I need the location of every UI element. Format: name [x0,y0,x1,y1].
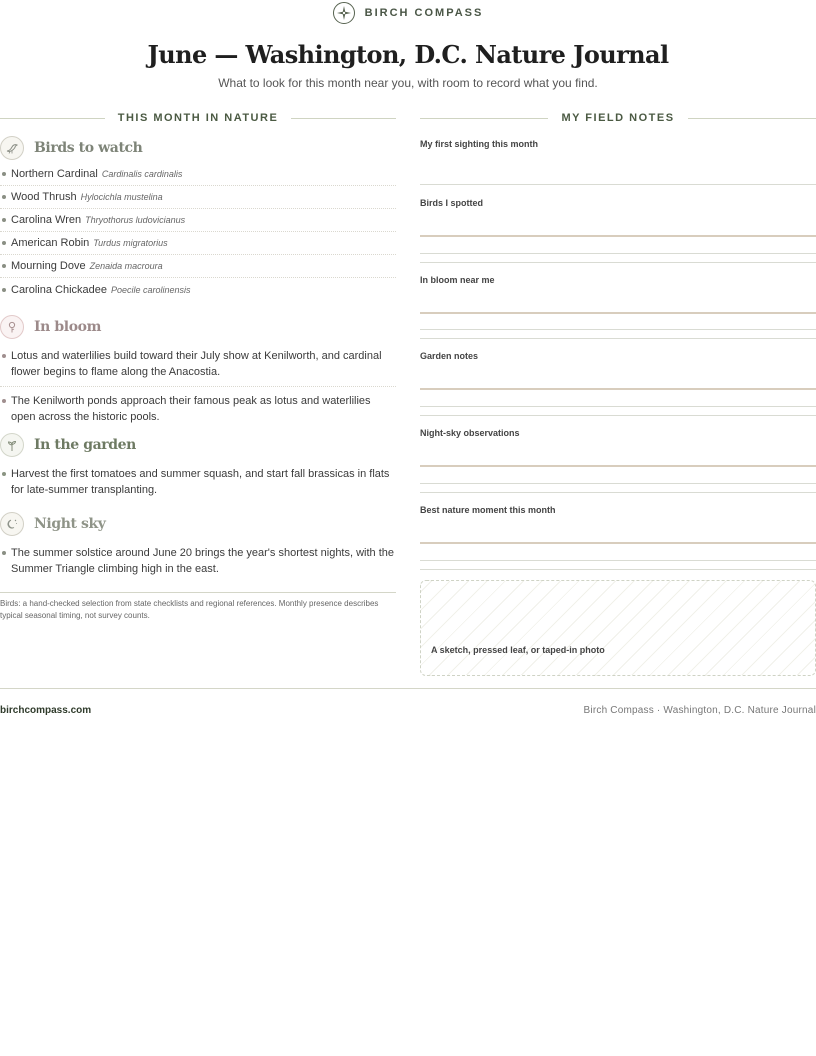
field-label: Birds I spotted [420,198,484,208]
section-title-night-sky: Night sky [34,516,106,532]
write-line [420,253,816,254]
list-item [0,466,396,498]
list-item [0,163,396,186]
right-column-heading-label: MY FIELD NOTES [561,112,675,124]
bullet [2,288,6,292]
photo-caption: A sketch, pressed leaf, or taped-in photo [431,645,605,655]
field-birds-spotted[interactable] [420,198,816,264]
field-night-sky[interactable] [420,428,816,494]
footer-divider [0,688,816,689]
bird-common-name: Carolina Wren [11,214,82,226]
write-line [420,542,816,544]
write-line [420,329,816,330]
section-header [0,512,396,536]
bird-common-name: Mourning Dove [11,260,86,272]
section-header [0,433,396,457]
section-bloom [0,315,396,425]
field-label: My first sighting this month [420,139,538,149]
bullet [2,172,6,176]
bird-common-name: Northern Cardinal [11,168,98,180]
bullet [2,195,6,199]
bird-latin-name: Zenaida macroura [89,261,163,271]
field-label: Best nature moment this month [420,505,556,515]
divider [420,118,548,119]
write-line [420,312,816,314]
section-header [0,315,396,339]
write-line [420,184,816,185]
page-title: June — Washington, D.C. Nature Journal [147,40,669,69]
footer-site-link[interactable]: birchcompass.com [0,705,92,716]
bird-latin-name: Thryothorus ludovicianus [85,215,186,225]
bird-common-name: Carolina Chickadee [11,283,107,296]
section-title-birds: Birds to watch [34,140,143,156]
bird-latin-name: Turdus migratorius [93,238,168,248]
divider [688,118,816,119]
bloom-note: Lotus and waterlilies build toward their July show at Kenilworth, and cardinal flower begins to flame along the Anacostia. [11,350,382,378]
divider [0,118,105,119]
section-header [0,136,396,160]
footer-credit: Birch Compass · Washington, D.C. Nature Journal [583,705,816,716]
moon-stars-icon [0,512,24,536]
garden-note: Harvest the first tomatoes and summer squash, and start fall brassicas in flats for late-summer transplanting. [11,468,390,496]
bird-latin-name: Poecile carolinensis [111,284,191,295]
list-item [0,209,396,232]
footnote: Birds: a hand-checked selection from state checklists and regional references. Monthly presence describes typical seasonal timing, not survey counts. [0,592,396,622]
bullet [2,472,6,476]
write-line [420,262,816,263]
bloom-note: The Kenilworth ponds approach their famous peak as lotus and waterlilies open across the historic pools. [11,395,371,423]
write-line [420,560,816,561]
list-item [0,186,396,209]
sprout-icon [0,433,24,457]
bird-list [0,163,396,301]
right-column-heading [420,111,816,125]
field-label: Garden notes [420,351,479,361]
write-line [420,235,816,237]
bullet [2,399,6,403]
list-item [0,393,396,425]
flower-icon [0,315,24,339]
section-birds [0,136,396,301]
page-subtitle: What to look for this month near you, with room to record what you find. [218,76,598,90]
field-in-bloom[interactable] [420,275,816,341]
bird-common-name: Wood Thrush [11,191,77,203]
section-garden [0,433,396,498]
field-label: Night-sky observations [420,428,520,438]
brand-name: BIRCH COMPASS [364,7,484,19]
left-column-heading-label: THIS MONTH IN NATURE [117,112,279,124]
compass-icon [333,2,355,24]
bird-latin-name: Hylocichla mustelina [80,192,163,202]
bullet [2,241,6,245]
bird-common-name: American Robin [11,237,90,249]
write-line [420,465,816,467]
brand-header [0,2,816,24]
section-title-garden: In the garden [34,437,136,453]
write-line [420,338,816,339]
field-label: In bloom near me [420,275,495,285]
list-item [0,278,396,301]
left-column-heading [0,111,396,125]
field-garden-notes[interactable] [420,351,816,417]
list-item [0,255,396,278]
list-item [0,545,396,577]
bullet [2,218,6,222]
write-line [420,415,816,416]
field-first-sighting[interactable] [420,139,816,185]
bird-latin-name: Cardinalis cardinalis [101,169,183,179]
bullet [2,551,6,555]
write-line [420,406,816,407]
write-line [420,492,816,493]
bullet [2,264,6,268]
list-item [0,348,396,387]
write-line [420,483,816,484]
write-line [420,569,816,570]
divider [291,118,396,119]
section-night-sky [0,512,396,577]
field-best-moment[interactable] [420,505,816,571]
write-line [420,388,816,390]
list-item [0,232,396,255]
photo-placeholder[interactable] [420,580,816,676]
night-sky-note: The summer solstice around June 20 brings the year's shortest nights, with the Summer Triangle climbing high in the east. [11,547,395,575]
bird-icon [0,136,24,160]
bullet [2,354,6,358]
section-title-bloom: In bloom [34,319,101,335]
